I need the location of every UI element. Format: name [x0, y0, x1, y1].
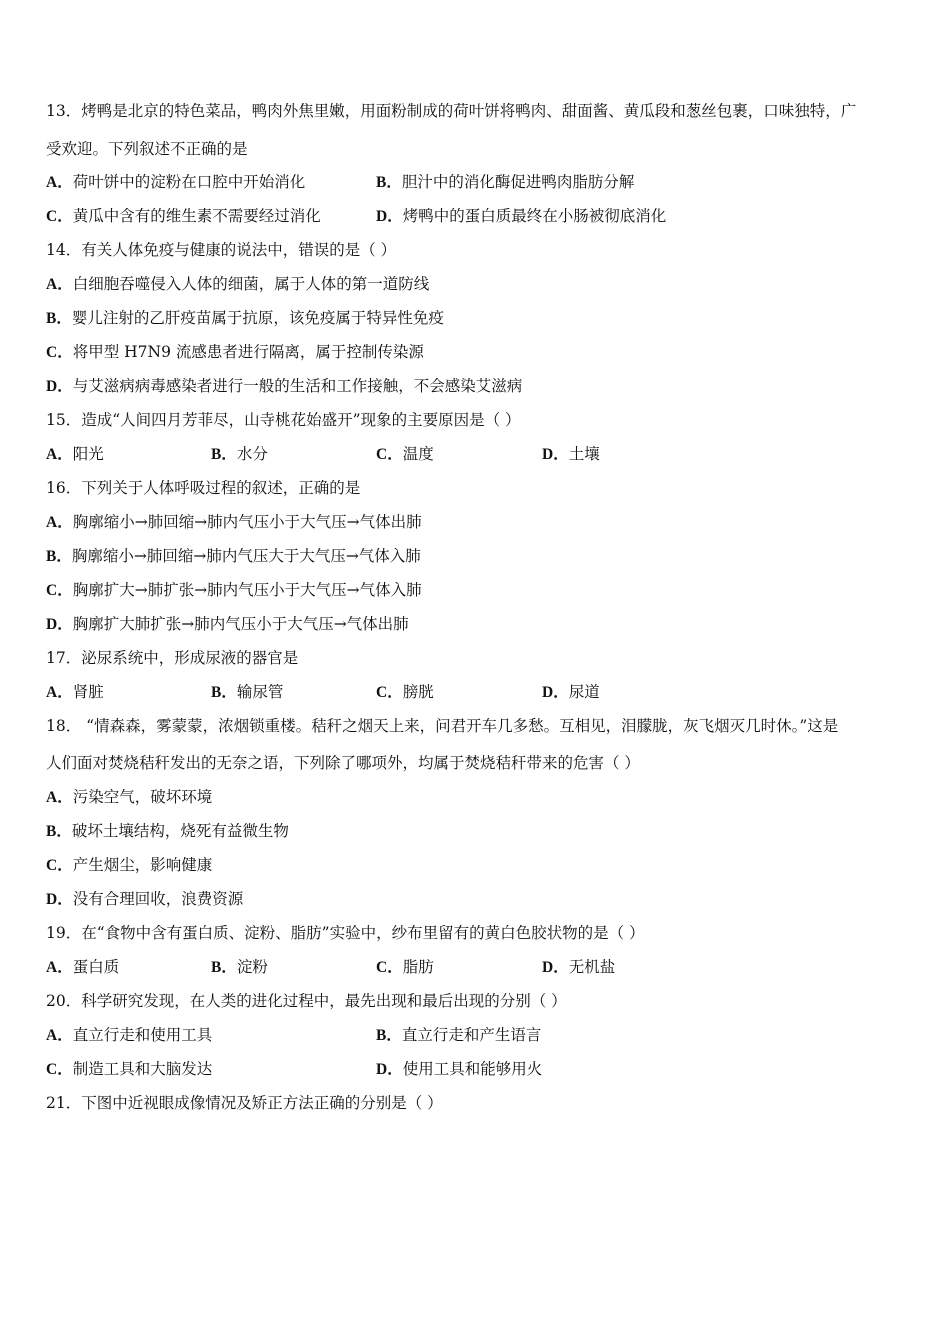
q13-stem-line2: 受欢迎。下列叙述不正确的是 — [46, 140, 248, 158]
q18-option-c: C．产生烟尘，影响健康 — [46, 856, 213, 874]
q19-option-b: B．淀粉 — [211, 958, 268, 976]
q17-option-d: D．尿道 — [542, 683, 600, 701]
q13-option-b: B．胆汁中的消化酶促进鸭肉脂肪分解 — [376, 173, 635, 191]
q19-stem: 19．在“食物中含有蛋白质、淀粉、脂肪”实验中，纱布里留有的黄白色胶状物的是（ ） — [46, 924, 645, 942]
q19-option-a: A．蛋白质 — [46, 958, 120, 976]
q16-stem: 16．下列关于人体呼吸过程的叙述，正确的是 — [46, 479, 361, 497]
q13-option-c: C．黄瓜中含有的维生素不需要经过消化 — [46, 207, 321, 225]
q17-option-a: A．肾脏 — [46, 683, 104, 701]
q20-option-c: C．制造工具和大脑发达 — [46, 1060, 213, 1078]
q15-option-c: C．温度 — [376, 445, 434, 463]
q13-option-a: A．荷叶饼中的淀粉在口腔中开始消化 — [46, 173, 306, 191]
q14-stem: 14．有关人体免疫与健康的说法中，错误的是（ ） — [46, 241, 397, 259]
q19-option-d: D．无机盐 — [542, 958, 616, 976]
q16-option-d: D．胸廓扩大肺扩张→肺内气压小于大气压→气体出肺 — [46, 615, 409, 633]
q20-option-b: B．直立行走和产生语言 — [376, 1026, 542, 1044]
q21-stem: 21．下图中近视眼成像情况及矫正方法正确的分别是（ ） — [46, 1094, 443, 1112]
q20-option-a: A．直立行走和使用工具 — [46, 1026, 213, 1044]
q18-stem-line2: 人们面对焚烧秸秆发出的无奈之语，下列除了哪项外，均属于焚烧秸秆带来的危害（ ） — [46, 754, 640, 772]
q17-option-b: B．输尿管 — [211, 683, 284, 701]
q18-option-b: B．破坏土壤结构，烧死有益微生物 — [46, 822, 289, 840]
q18-option-d: D．没有合理回收，浪费资源 — [46, 890, 244, 908]
q17-option-c: C．膀胱 — [376, 683, 434, 701]
q13-stem-line1: 13．烤鸭是北京的特色菜品，鸭肉外焦里嫩，用面粉制成的荷叶饼将鸭肉、甜面酱、黄瓜段和葱丝包裹，口味独特，广 — [46, 102, 857, 120]
q16-option-a: A．胸廓缩小→肺回缩→肺内气压小于大气压→气体出肺 — [46, 513, 422, 531]
q18-stem-line1: 18． “情森森，雾蒙蒙，浓烟锁重楼。秸秆之烟天上来，问君开车几多愁。互相见，泪朦胧，灰飞烟灭几时休。”这是 — [46, 717, 839, 735]
q19-option-c: C．脂肪 — [376, 958, 434, 976]
q18-option-a: A．污染空气，破坏环境 — [46, 788, 213, 806]
q14-option-a: A．白细胞吞噬侵入人体的细菌，属于人体的第一道防线 — [46, 275, 430, 293]
q15-option-a: A．阳光 — [46, 445, 104, 463]
q15-option-d: D．土壤 — [542, 445, 600, 463]
q16-option-b: B．胸廓缩小→肺回缩→肺内气压大于大气压→气体入肺 — [46, 547, 421, 565]
q13-option-d: D．烤鸭中的蛋白质最终在小肠被彻底消化 — [376, 207, 667, 225]
q14-option-c: C．将甲型 H7N9 流感患者进行隔离，属于控制传染源 — [46, 343, 424, 361]
q15-option-b: B．水分 — [211, 445, 268, 463]
q14-option-d: D．与艾滋病病毒感染者进行一般的生活和工作接触，不会感染艾滋病 — [46, 377, 523, 395]
q14-option-b: B．婴儿注射的乙肝疫苗属于抗原，该免疫属于特异性免疫 — [46, 309, 444, 327]
q15-stem: 15．造成“人间四月芳菲尽，山寺桃花始盛开”现象的主要原因是（ ） — [46, 411, 521, 429]
q17-stem: 17．泌尿系统中，形成尿液的器官是 — [46, 649, 299, 667]
q20-stem: 20．科学研究发现，在人类的进化过程中，最先出现和最后出现的分别（ ） — [46, 992, 567, 1010]
q20-option-d: D．使用工具和能够用火 — [376, 1060, 543, 1078]
q16-option-c: C．胸廓扩大→肺扩张→肺内气压小于大气压→气体入肺 — [46, 581, 422, 599]
